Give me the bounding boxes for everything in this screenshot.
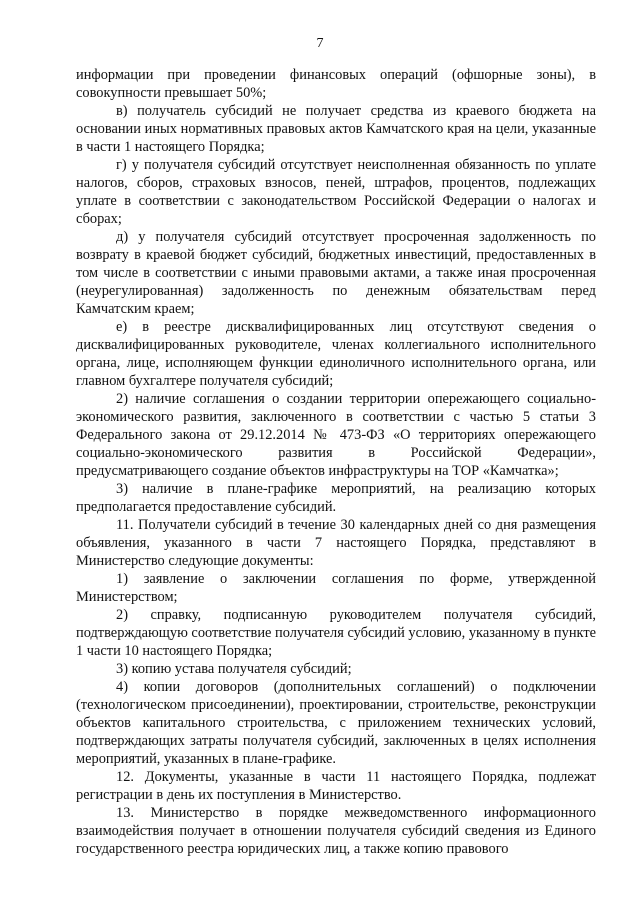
paragraph-item-g: г) у получателя субсидий отсутствует неисполненная обязанность по уплате налогов, сборов, страховых взносов, пеней, штрафов, процентов, подлежащих уплате в соответствии с законодательством Российской Федерации о налогах и сборах; [76, 157, 596, 227]
paragraph-document-1: 1) заявление о заключении соглашения по форме, утвержденной Министерством; [76, 571, 596, 605]
paragraph-item-2: 2) наличие соглашения о создании территории опережающего социально-экономического развития, заключенного в соответствии с частью 5 статьи 3 Федерального закона от 29.12.2014 № 473-ФЗ «О территориях опережающего социально-экономического развития в Российской Федерации», предусматривающего создание объектов инфраструктуры на ТОР «Камчатка»; [76, 391, 596, 479]
paragraph-section-12: 12. Документы, указанные в части 11 настоящего Порядка, подлежат регистрации в день их поступления в Министерство. [76, 769, 596, 803]
paragraph-item-v: в) получатель субсидий не получает средства из краевого бюджета на основании иных нормативных правовых актов Камчатского края на цели, указанные в части 1 настоящего Порядка; [76, 103, 596, 155]
paragraph-item-3: 3) наличие в плане-графике мероприятий, на реализацию которых предполагается предоставление субсидий. [76, 481, 596, 515]
paragraph-section-11: 11. Получатели субсидий в течение 30 календарных дней со дня размещения объявления, указанного в части 7 настоящего Порядка, представляют в Министерство следующие документы: [76, 517, 596, 569]
paragraph-document-3: 3) копию устава получателя субсидий; [116, 661, 352, 677]
paragraph-section-13: 13. Министерство в порядке межведомственного информационного взаимодействия получает в отношении получателя субсидий сведения из Единого государственного реестра юридических лиц, а также копию правового [76, 805, 596, 857]
paragraph-item-e: е) в реестре дисквалифицированных лиц отсутствуют сведения о дисквалифицированных руководителе, членах коллегиального исполнительного органа, лице, исполняющем функции единоличного исполнительного органа, или главном бухгалтере получателя субсидий; [76, 319, 596, 389]
paragraph-intro-continuation: информации при проведении финансовых операций (офшорные зоны), в совокупности превышает 50%; [76, 67, 596, 101]
page-number: 7 [316, 36, 324, 51]
paragraph-document-2: 2) справку, подписанную руководителем получателя субсидий, подтверждающую соответствие получателя субсидий условию, указанному в пункте 1 части 10 настоящего Порядка; [76, 607, 596, 659]
document-body [76, 66, 596, 858]
paragraph-document-4: 4) копии договоров (дополнительных соглашений) о подключении (технологическом присоединении), проектировании, строительстве, реконструкции объектов капитального строительства, с приложением технических условий, подтверждающих затраты получателя субсидий, заключенных в целях исполнения мероприятий, указанных в плане-графике. [76, 679, 596, 767]
paragraph-item-d: д) у получателя субсидий отсутствует просроченная задолженность по возврату в краевой бюджет субсидий, бюджетных инвестиций, предоставленных в том числе в соответствии с иными правовыми актами, а также иная просроченная (неурегулированная) задолженность по денежным обязательствам перед Камчатским краем; [76, 229, 596, 317]
